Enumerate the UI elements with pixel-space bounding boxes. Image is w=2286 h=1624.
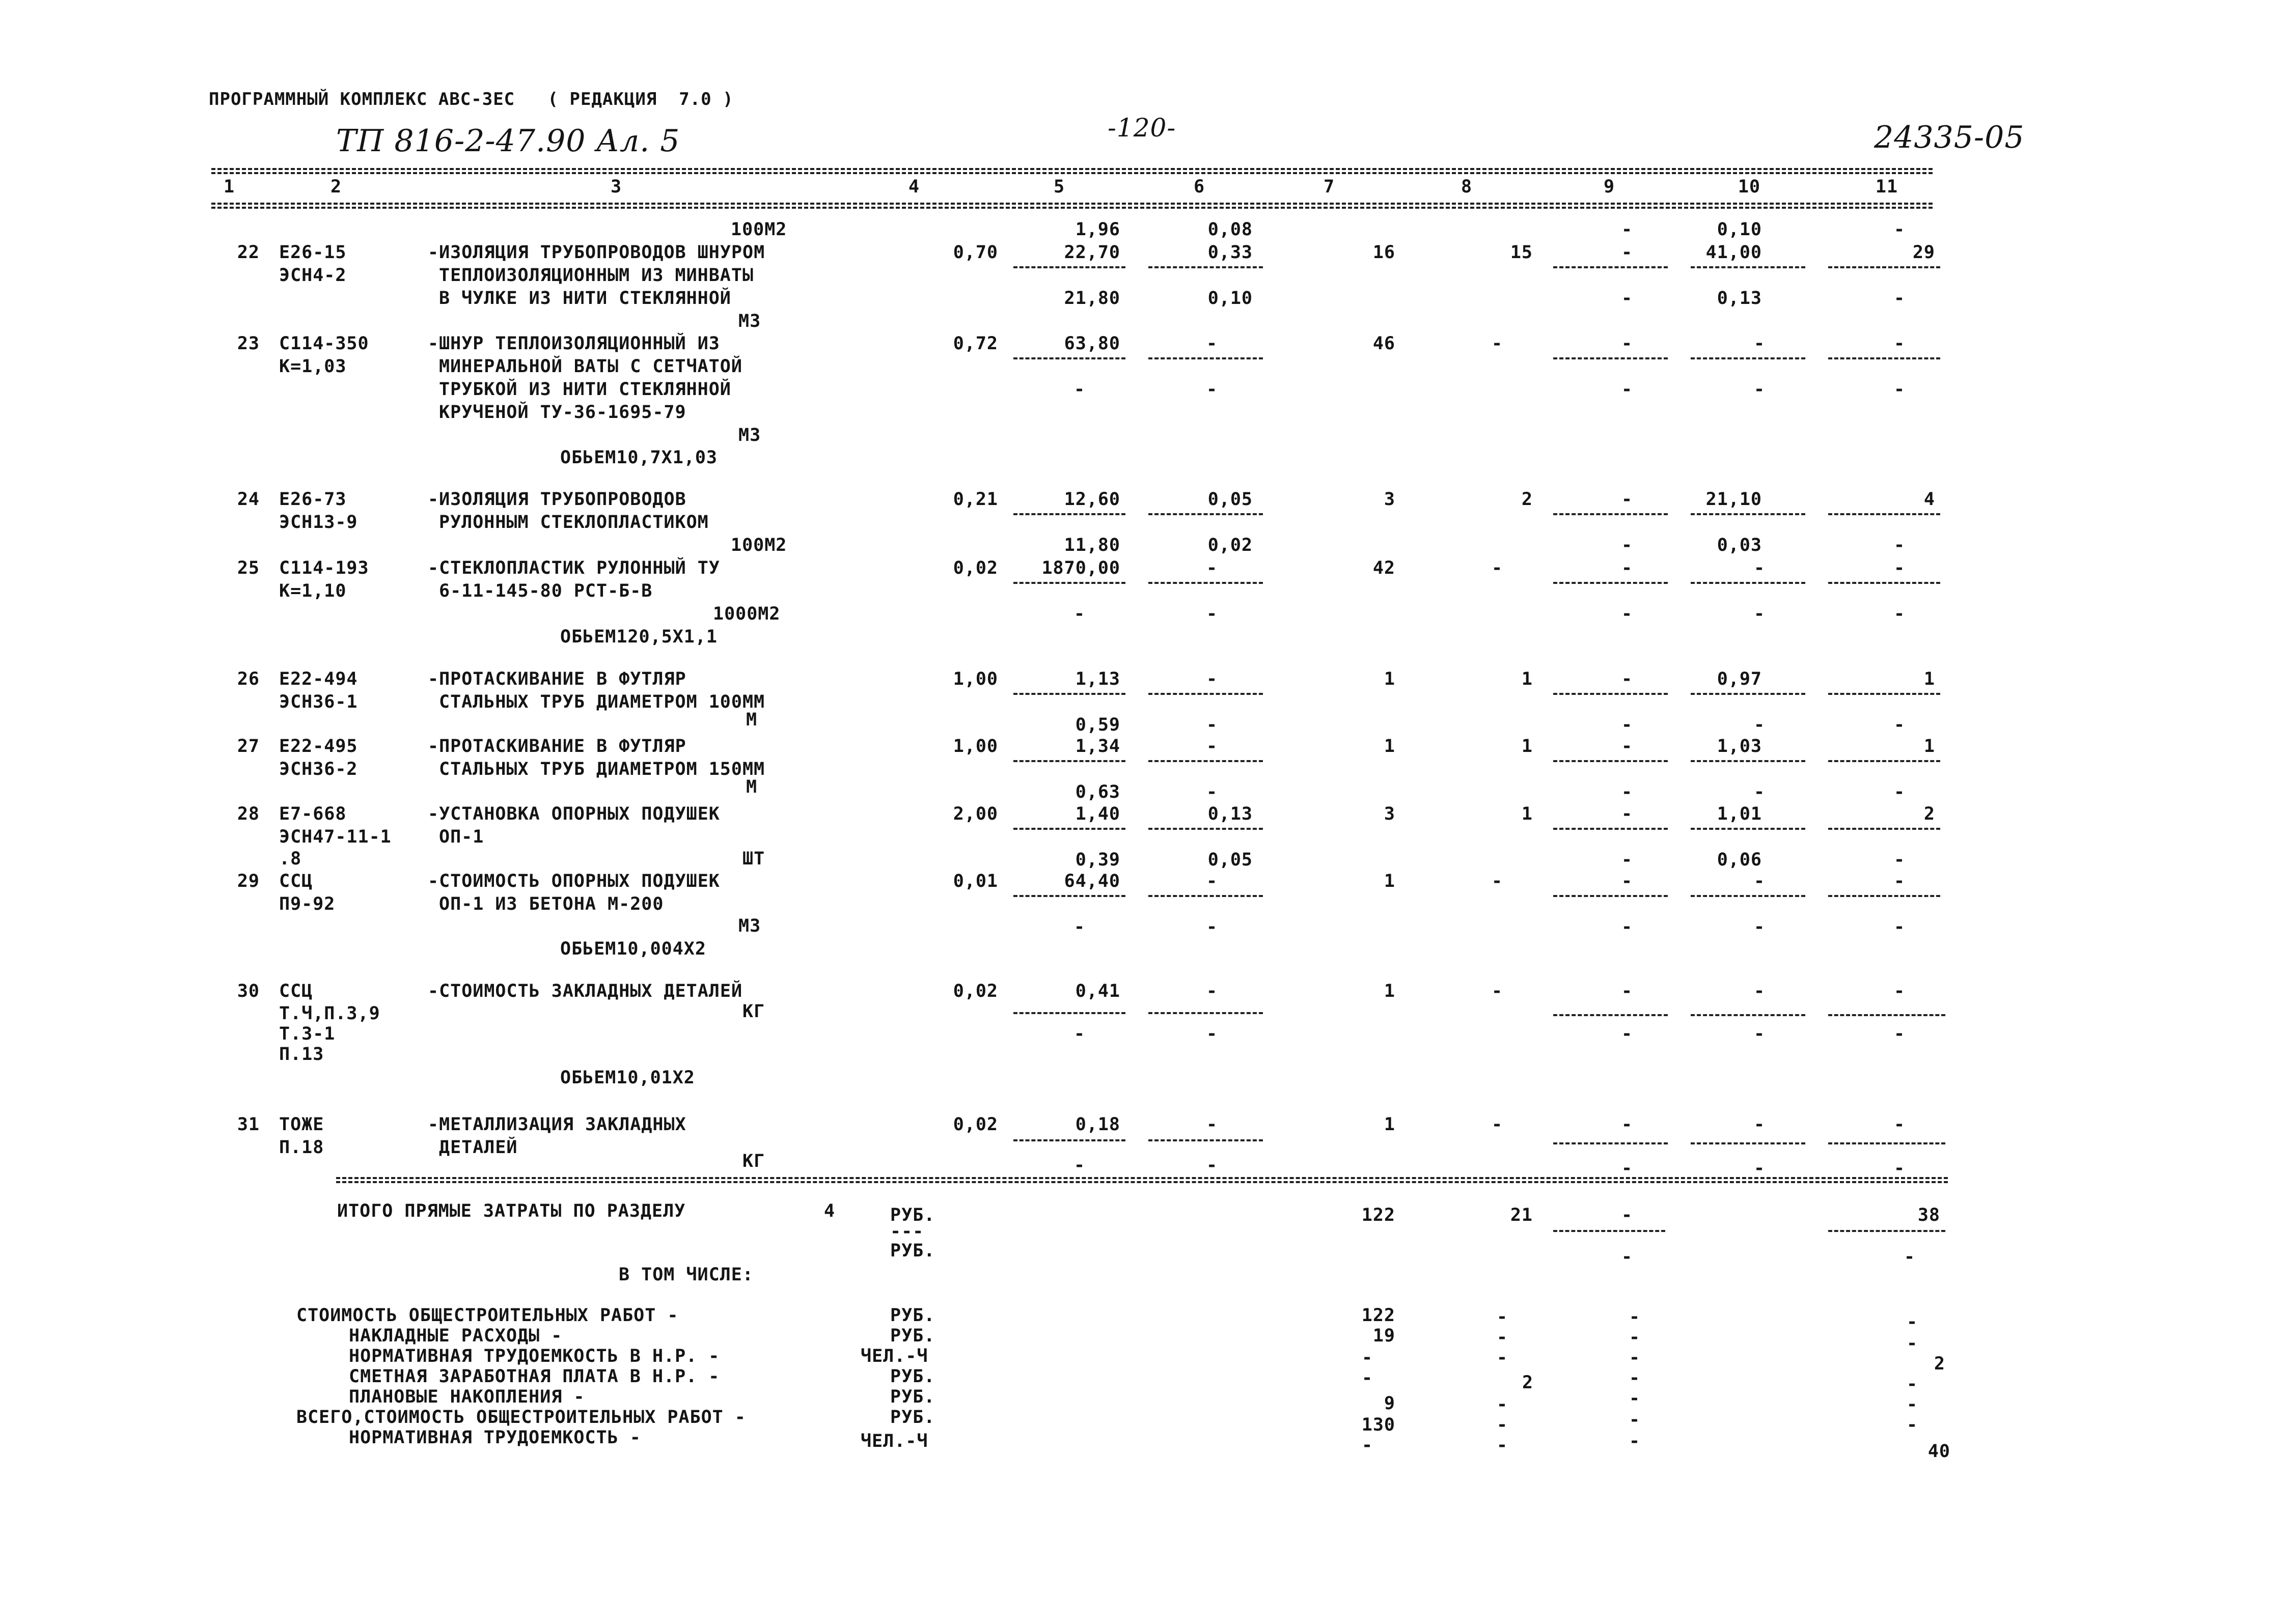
cell-value: 12,60 — [1064, 489, 1120, 510]
breakdown-value: - — [1906, 1333, 1918, 1354]
breakdown-value: - — [1906, 1312, 1918, 1332]
cell-value: - — [1753, 917, 1766, 937]
cell-value: 0,33 — [1207, 242, 1253, 263]
cell-value: - — [1491, 981, 1503, 1001]
cell-value: - — [1621, 219, 1633, 240]
cell-value: - — [1491, 1114, 1503, 1135]
cell-value: - — [1893, 917, 1906, 937]
cell-value: 0,13 — [1207, 804, 1253, 824]
cell-value: 22,70 — [1064, 242, 1120, 263]
top-rule-1 — [211, 168, 1933, 170]
cell-value: 1870,00 — [1041, 558, 1120, 578]
row-number: 25 — [237, 558, 260, 578]
code-cell: К=1,03 — [279, 356, 347, 377]
cell-value: 42 — [1372, 558, 1395, 578]
unit-label: М3 — [738, 916, 761, 936]
breakdown-label: ВСЕГО,СТОИМОСТЬ ОБЩЕСТРОИТЕЛЬНЫХ РАБОТ - — [296, 1407, 746, 1427]
cell-value: - — [1893, 288, 1906, 309]
row-number: 23 — [237, 333, 260, 354]
col-num-8: 8 — [1461, 177, 1473, 197]
cell-value: 1,40 — [1075, 804, 1120, 824]
total-value: - — [1621, 1247, 1633, 1267]
cell-value: 63,80 — [1064, 333, 1120, 354]
cell-value: - — [1621, 333, 1633, 354]
breakdown-value: - — [1496, 1415, 1508, 1435]
total-value: - — [1904, 1247, 1916, 1267]
breakdown-value: - — [1629, 1368, 1641, 1388]
program-header: ПРОГРАММНЫЙ КОМПЛЕКС АВС-3ЕС ( РЕДАКЦИЯ 7.0 ) — [209, 89, 734, 109]
unit-label: М — [746, 710, 758, 730]
cell-value: - — [1621, 604, 1633, 624]
row-number: 29 — [237, 871, 260, 891]
breakdown-value: - — [1906, 1374, 1918, 1394]
description-cell: -МЕТАЛЛИЗАЦИЯ ЗАКЛАДНЫХ — [428, 1114, 686, 1135]
code-cell: ЭСН4-2 — [279, 265, 347, 286]
description-cell: РУЛОННЫМ СТЕКЛОПЛАСТИКОМ — [439, 512, 709, 533]
page-number: -120- — [1108, 113, 1176, 143]
breakdown-value: - — [1361, 1435, 1373, 1455]
cell-value: - — [1206, 379, 1218, 400]
description-cell: -ШНУР ТЕПЛОИЗОЛЯЦИОННЫЙ ИЗ — [428, 333, 720, 354]
description-cell: ОП-1 — [439, 827, 484, 847]
cell-value: - — [1621, 558, 1633, 578]
breakdown-value: 40 — [1927, 1441, 1950, 1462]
cell-value: 46 — [1372, 333, 1395, 354]
cell-value: - — [1893, 981, 1906, 1001]
code-cell: Е22-494 — [279, 669, 358, 689]
code-cell: Е7-668 — [279, 804, 347, 824]
unit-label: ЧЕЛ.-Ч — [861, 1346, 928, 1366]
section-number: 4 — [824, 1201, 836, 1221]
row-number: 28 — [237, 804, 260, 824]
cell-value: 1,96 — [1075, 219, 1120, 240]
cell-value: - — [1893, 1158, 1906, 1179]
breakdown-value: - — [1629, 1307, 1641, 1327]
code-cell: ЭСН47-11-1 — [279, 827, 392, 847]
description-cell: СТАЛЬНЫХ ТРУБ ДИАМЕТРОМ 150ММ — [439, 759, 765, 779]
code-cell: Е26-73 — [279, 489, 347, 510]
cell-value: - — [1893, 604, 1906, 624]
cell-value: - — [1621, 850, 1633, 870]
unit-label: М — [746, 777, 758, 797]
col-num-9: 9 — [1603, 177, 1615, 197]
cell-value: - — [1621, 782, 1633, 802]
cell-value: 0,41 — [1075, 981, 1120, 1001]
code-cell: ЭСН13-9 — [279, 512, 358, 533]
row-number: 27 — [237, 736, 260, 757]
cell-value: - — [1753, 1114, 1766, 1135]
cell-value: - — [1621, 1024, 1633, 1044]
col-num-10: 10 — [1738, 177, 1761, 197]
col-num-5: 5 — [1053, 177, 1065, 197]
cell-value: - — [1621, 715, 1633, 735]
code-cell: ЭСН36-2 — [279, 759, 358, 779]
top-rule-2 — [211, 172, 1933, 174]
breakdown-value: - — [1629, 1327, 1641, 1348]
total-value: - — [1621, 1205, 1633, 1225]
row-number: 22 — [237, 242, 260, 263]
cell-value: - — [1893, 782, 1906, 802]
cell-value: - — [1073, 379, 1086, 400]
breakdown-value: - — [1629, 1348, 1641, 1368]
cell-value: 0,05 — [1207, 850, 1253, 870]
cell-value: - — [1893, 333, 1906, 354]
cell-value: - — [1491, 558, 1503, 578]
total-rule-2 — [336, 1181, 1948, 1183]
breakdown-value: - — [1361, 1348, 1373, 1368]
cell-value: 21,10 — [1705, 489, 1762, 510]
cell-value: - — [1206, 871, 1218, 891]
cell-value: 2 — [1521, 489, 1533, 510]
cell-value: 1 — [1384, 871, 1395, 891]
cell-value: 0,70 — [953, 242, 998, 263]
cell-value: - — [1621, 288, 1633, 309]
col-num-2: 2 — [330, 177, 342, 197]
breakdown-value: 130 — [1361, 1415, 1395, 1435]
unit-separator: --- — [890, 1221, 924, 1242]
total-rule-1 — [336, 1177, 1948, 1179]
code-cell: ССЦ — [279, 871, 313, 891]
cell-value: 0,06 — [1717, 850, 1762, 870]
breakdown-value: - — [1496, 1394, 1508, 1415]
breakdown-value: 19 — [1372, 1326, 1395, 1346]
breakdown-value: 2 — [1522, 1373, 1534, 1393]
description-cell: -СТОИМОСТЬ ОПОРНЫХ ПОДУШЕК — [428, 871, 720, 891]
cell-value: - — [1206, 669, 1218, 689]
cell-value: 0,02 — [953, 1114, 998, 1135]
cell-value: - — [1621, 736, 1633, 757]
cell-value: - — [1206, 736, 1218, 757]
col-num-3: 3 — [610, 177, 622, 197]
unit-label: ШТ — [742, 849, 765, 869]
unit-label: КГ — [742, 1001, 765, 1022]
cell-value: - — [1206, 558, 1218, 578]
breakdown-value: - — [1496, 1435, 1508, 1455]
cell-value: 15 — [1510, 242, 1533, 263]
cell-value: - — [1621, 535, 1633, 555]
code-cell: П.18 — [279, 1137, 324, 1158]
cell-value: 0,39 — [1075, 850, 1120, 870]
cell-value: - — [1206, 1114, 1218, 1135]
total-value: 122 — [1361, 1205, 1395, 1225]
unit-label: РУБ. — [890, 1387, 935, 1407]
code-cell: Т.Ч,П.3,9 — [279, 1003, 380, 1024]
unit-label: РУБ. — [890, 1326, 935, 1346]
cell-value: 0,05 — [1207, 489, 1253, 510]
description-cell: -ИЗОЛЯЦИЯ ТРУБОПРОВОДОВ — [428, 489, 686, 510]
cell-value: 1,13 — [1075, 669, 1120, 689]
code-cell: Е26-15 — [279, 242, 347, 263]
cell-value: 1,34 — [1075, 736, 1120, 757]
cell-value: 29 — [1912, 242, 1935, 263]
cell-value: 2,00 — [953, 804, 998, 824]
description-cell: -ПРОТАСКИВАНИЕ В ФУТЛЯР — [428, 669, 686, 689]
cell-value: - — [1893, 558, 1906, 578]
cell-value: - — [1621, 871, 1633, 891]
volume-note: ОБЬЕМ10,004Х2 — [560, 939, 706, 959]
cell-value: - — [1753, 1024, 1766, 1044]
cell-value: - — [1893, 850, 1906, 870]
cell-value: - — [1753, 981, 1766, 1001]
breakdown-value: - — [1496, 1327, 1508, 1348]
code-cell: П9-92 — [279, 894, 336, 914]
breakdown-label: ПЛАНОВЫЕ НАКОПЛЕНИЯ - — [349, 1387, 585, 1407]
cell-value: - — [1073, 1024, 1086, 1044]
row-number: 30 — [237, 981, 260, 1001]
cell-value: - — [1621, 1114, 1633, 1135]
cell-value: 1 — [1521, 669, 1533, 689]
row-number: 31 — [237, 1114, 260, 1135]
code-cell: П.13 — [279, 1044, 324, 1065]
description-cell: ОП-1 ИЗ БЕТОНА М-200 — [439, 894, 664, 914]
document-reference: ТП 816-2-47.90 Ал. 5 — [336, 123, 680, 159]
cell-value: - — [1206, 604, 1218, 624]
breakdown-value: - — [1496, 1348, 1508, 1368]
row-number: 24 — [237, 489, 260, 510]
code-cell: Е22-495 — [279, 736, 358, 757]
cell-value: - — [1206, 981, 1218, 1001]
description-cell: ДЕТАЛЕЙ — [439, 1137, 518, 1158]
volume-note: ОБЬЕМ10,7Х1,03 — [560, 447, 718, 468]
cell-value: 4 — [1923, 489, 1935, 510]
cell-value: 1 — [1521, 736, 1533, 757]
header-rule-1 — [211, 203, 1933, 205]
code-cell: ТОЖЕ — [279, 1114, 324, 1135]
cell-value: 0,72 — [953, 333, 998, 354]
cell-value: - — [1893, 535, 1906, 555]
unit-label: РУБ. — [890, 1305, 935, 1326]
document-code: 24335-05 — [1874, 120, 2025, 155]
cell-value: - — [1073, 604, 1086, 624]
cell-value: 0,97 — [1717, 669, 1762, 689]
including-heading: В ТОМ ЧИСЛЕ: — [619, 1265, 754, 1285]
cell-value: - — [1206, 715, 1218, 735]
cell-value: 1 — [1923, 736, 1935, 757]
unit-label: РУБ. — [890, 1407, 935, 1427]
unit-label: КГ — [742, 1151, 765, 1171]
col-num-6: 6 — [1193, 177, 1205, 197]
description-cell: -УСТАНОВКА ОПОРНЫХ ПОДУШЕК — [428, 804, 720, 824]
cell-value: 0,02 — [953, 558, 998, 578]
breakdown-label: НОРМАТИВНАЯ ТРУДОЕМКОСТЬ В Н.Р. - — [349, 1346, 720, 1366]
cell-value: 0,63 — [1075, 782, 1120, 802]
cell-value: - — [1753, 558, 1766, 578]
code-cell: .8 — [279, 849, 302, 869]
cell-value: - — [1753, 782, 1766, 802]
cell-value: 0,01 — [953, 871, 998, 891]
cell-value: - — [1621, 917, 1633, 937]
cell-value: - — [1893, 715, 1906, 735]
unit-label: 100М2 — [731, 535, 787, 555]
cell-value: - — [1206, 1155, 1218, 1175]
cell-value: - — [1753, 333, 1766, 354]
cell-value: 0,18 — [1075, 1114, 1120, 1135]
description-cell: -ПРОТАСКИВАНИЕ В ФУТЛЯР — [428, 736, 686, 757]
cell-value: 1 — [1384, 736, 1395, 757]
cell-value: 41,00 — [1705, 242, 1762, 263]
cell-value: 3 — [1384, 489, 1395, 510]
section-total-label: ИТОГО ПРЯМЫЕ ЗАТРАТЫ ПО РАЗДЕЛУ — [337, 1201, 686, 1221]
cell-value: 1 — [1923, 669, 1935, 689]
cell-value: 1,00 — [953, 669, 998, 689]
col-num-7: 7 — [1323, 177, 1335, 197]
cell-value: - — [1206, 1024, 1218, 1044]
cell-value: - — [1621, 489, 1633, 510]
cell-value: - — [1893, 871, 1906, 891]
cell-value: - — [1753, 379, 1766, 400]
cell-value: - — [1073, 1155, 1086, 1175]
cell-value: - — [1206, 782, 1218, 802]
description-cell: В ЧУЛКЕ ИЗ НИТИ СТЕКЛЯННОЙ — [439, 288, 731, 309]
row-number: 26 — [237, 669, 260, 689]
cell-value: - — [1491, 333, 1503, 354]
cell-value: - — [1621, 379, 1633, 400]
breakdown-value: - — [1906, 1415, 1918, 1435]
cell-value: - — [1621, 242, 1633, 263]
cell-value: - — [1621, 669, 1633, 689]
unit-label: 100М2 — [731, 219, 787, 240]
unit-label: ЧЕЛ.-Ч — [861, 1431, 928, 1451]
volume-note: ОБЬЕМ10,01Х2 — [560, 1068, 695, 1088]
breakdown-label: СМЕТНАЯ ЗАРАБОТНАЯ ПЛАТА В Н.Р. - — [349, 1366, 720, 1387]
unit-label: М3 — [738, 311, 761, 331]
cell-value: 0,59 — [1075, 715, 1120, 735]
cell-value: 0,21 — [953, 489, 998, 510]
code-cell: ССЦ — [279, 981, 313, 1001]
cell-value: - — [1753, 871, 1766, 891]
unit-label: РУБ. — [890, 1241, 935, 1261]
cell-value: - — [1621, 804, 1633, 824]
description-cell: ТЕПЛОИЗОЛЯЦИОННЫМ ИЗ МИНВАТЫ — [439, 265, 754, 286]
cell-value: - — [1621, 1158, 1633, 1179]
cell-value: - — [1893, 219, 1906, 240]
code-cell: ЭСН36-1 — [279, 692, 358, 712]
unit-label: 1000М2 — [713, 604, 781, 624]
unit-label: РУБ. — [890, 1205, 935, 1225]
description-cell: -СТЕКЛОПЛАСТИК РУЛОННЫЙ ТУ — [428, 558, 720, 578]
description-cell: КРУЧЕНОЙ ТУ-36-1695-79 — [439, 402, 686, 423]
breakdown-value: 2 — [1934, 1354, 1945, 1374]
description-cell: ТРУБКОЙ ИЗ НИТИ СТЕКЛЯННОЙ — [439, 379, 731, 400]
breakdown-label: НОРМАТИВНАЯ ТРУДОЕМКОСТЬ - — [349, 1427, 641, 1448]
breakdown-value: 9 — [1384, 1393, 1395, 1414]
col-num-1: 1 — [223, 177, 235, 197]
cell-value: 64,40 — [1064, 871, 1120, 891]
code-cell: Т.3-1 — [279, 1024, 336, 1044]
description-cell: -СТОИМОСТЬ ЗАКЛАДНЫХ ДЕТАЛЕЙ — [428, 981, 743, 1001]
breakdown-value: 122 — [1361, 1305, 1395, 1326]
col-num-11: 11 — [1875, 177, 1898, 197]
cell-value: 0,03 — [1717, 535, 1762, 555]
breakdown-value: - — [1496, 1307, 1508, 1327]
breakdown-value: - — [1361, 1368, 1373, 1388]
cell-value: 1,00 — [953, 736, 998, 757]
cell-value: - — [1753, 715, 1766, 735]
cell-value: 1 — [1384, 981, 1395, 1001]
breakdown-value: - — [1629, 1388, 1641, 1409]
cell-value: - — [1753, 604, 1766, 624]
description-cell: МИНЕРАЛЬНОЙ ВАТЫ С СЕТЧАТОЙ — [439, 356, 742, 377]
cell-value: 11,80 — [1064, 535, 1120, 555]
total-value: 21 — [1510, 1205, 1533, 1225]
cell-value: 0,13 — [1717, 288, 1762, 309]
cell-value: 1 — [1384, 669, 1395, 689]
cell-value: 0,08 — [1207, 219, 1253, 240]
cell-value: - — [1621, 981, 1633, 1001]
cell-value: 1 — [1521, 804, 1533, 824]
cell-value: - — [1206, 333, 1218, 354]
cell-value: 2 — [1923, 804, 1935, 824]
breakdown-label: НАКЛАДНЫЕ РАСХОДЫ - — [349, 1326, 563, 1346]
header-rule-2 — [211, 207, 1933, 209]
cell-value: 0,02 — [953, 981, 998, 1001]
unit-label: РУБ. — [890, 1366, 935, 1387]
code-cell: К=1,10 — [279, 581, 347, 601]
description-cell: 6-11-145-80 РСТ-Б-В — [439, 581, 653, 601]
cell-value: 0,10 — [1717, 219, 1762, 240]
volume-note: ОБЬЕМ120,5Х1,1 — [560, 627, 718, 647]
cell-value: - — [1491, 871, 1503, 891]
cell-value: 21,80 — [1064, 288, 1120, 309]
cell-value: 1,01 — [1717, 804, 1762, 824]
total-value: 38 — [1917, 1205, 1940, 1225]
cell-value: - — [1073, 917, 1086, 937]
description-cell: -ИЗОЛЯЦИЯ ТРУБОПРОВОДОВ ШНУРОМ — [428, 242, 765, 263]
breakdown-value: - — [1629, 1410, 1641, 1430]
cell-value: - — [1893, 1024, 1906, 1044]
cell-value: - — [1893, 379, 1906, 400]
cell-value: 1,03 — [1717, 736, 1762, 757]
breakdown-label: СТОИМОСТЬ ОБЩЕСТРОИТЕЛЬНЫХ РАБОТ - — [296, 1305, 679, 1326]
cell-value: 3 — [1384, 804, 1395, 824]
code-cell: С114-350 — [279, 333, 369, 354]
breakdown-value: - — [1629, 1431, 1641, 1451]
cell-value: 16 — [1372, 242, 1395, 263]
unit-label: М3 — [738, 425, 761, 445]
cell-value: - — [1753, 1158, 1766, 1179]
cell-value: 1 — [1384, 1114, 1395, 1135]
cell-value: 0,02 — [1207, 535, 1253, 555]
breakdown-value: - — [1906, 1394, 1918, 1415]
code-cell: С114-193 — [279, 558, 369, 578]
cell-value: 0,10 — [1207, 288, 1253, 309]
description-cell: СТАЛЬНЫХ ТРУБ ДИАМЕТРОМ 100ММ — [439, 692, 765, 712]
cell-value: - — [1893, 1114, 1906, 1135]
cell-value: - — [1206, 917, 1218, 937]
col-num-4: 4 — [908, 177, 920, 197]
